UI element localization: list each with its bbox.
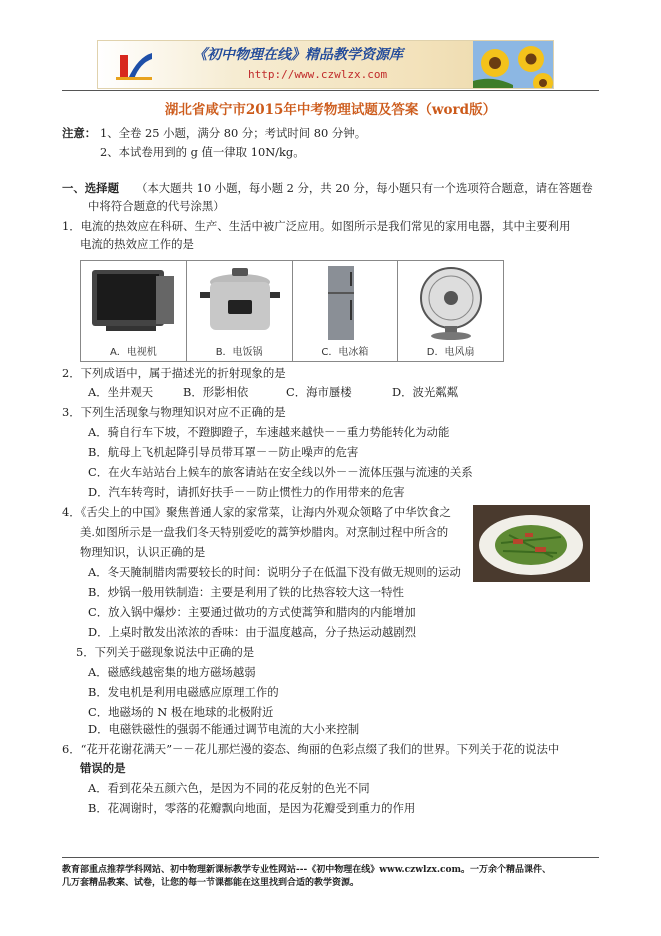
banner-url[interactable]: http://www.czwlzx.com <box>248 68 388 81</box>
appliance-tv <box>81 261 187 361</box>
q2-stem: 2．下列成语中，属于描述光的折射现象的是 <box>62 366 286 380</box>
q3-option-c: C．在火车站站台上候车的旅客请站在安全线以外－－流体压强与流速的关系 <box>88 465 473 479</box>
note-2: 2、本试卷用到的 g 值一律取 10N/kg。 <box>100 145 305 159</box>
q5-option-b: B．发电机是利用电磁感应原理工作的 <box>88 685 279 699</box>
section-heading: 一、选择题 <box>62 181 119 195</box>
appliance-rice-cooker <box>187 261 293 361</box>
q1-stem-2: 电流的热效应工作的是 <box>80 237 194 251</box>
caption-a: A．电视机 <box>109 347 157 358</box>
q4-stem-3: 物理知识，认识正确的是 <box>80 545 206 559</box>
q5-option-a: A．磁感线越密集的地方磁场越弱 <box>88 665 256 679</box>
q2-option-a: A．坐井观天 <box>88 385 154 399</box>
site-logo-icon <box>114 47 154 81</box>
q4-option-a: A．冬天腌制腊肉需要较长的时间：说明分子在低温下没有做无规则的运动 <box>88 565 461 579</box>
q3-option-a: A．骑自行车下坡，不蹬脚蹬子，车速越来越快－－重力势能转化为动能 <box>88 425 450 439</box>
section-desc-2: 中将符合题意的代号涂黑） <box>88 199 225 213</box>
q4-option-d: D．上桌时散发出浓浓的香味：由于温度越高，分子热运动越剧烈 <box>88 625 417 639</box>
header-rule <box>62 90 599 91</box>
q3-option-d: D．汽车转弯时，请抓好扶手－－防止惯性力的作用带来的危害 <box>88 485 405 499</box>
caption-c: C．电冰箱 <box>321 347 369 358</box>
q5-option-c: C．地磁场的 N 极在地球的北极附近 <box>88 705 274 719</box>
document-title: 湖北省咸宁市2015年中考物理试题及答案（word版） <box>164 102 497 118</box>
caption-d: D．电风扇 <box>426 347 475 358</box>
q1-stem-1: 1．电流的热效应在科研、生产、生活中被广泛应用。如图所示是我们常见的家用电器，其中主要利用 <box>62 219 571 233</box>
q4-option-c: C．放入锅中爆炒：主要通过做功的方式使蒿笋和腊肉的内能增加 <box>88 605 416 619</box>
appliance-fan <box>398 261 503 361</box>
caption-b: B．电饭锅 <box>215 347 263 358</box>
site-banner <box>97 40 554 89</box>
fan-icon <box>403 264 498 342</box>
q6-option-b: B．花凋谢时，零落的花瓣飘向地面，是因为花瓣受到重力的作用 <box>88 801 416 815</box>
notes-label: 注意： <box>62 126 97 140</box>
q2-option-b: B．形影相依 <box>183 385 249 399</box>
banner-title: 《初中物理在线》精品教学资源库 <box>193 47 403 63</box>
footer-line-1: 教育部重点推荐学科网站、初中物理新课标教学专业性网站---《初中物理在线》www.czwlzx.com。一万余个精品课件、 <box>62 865 552 875</box>
q6-stem-1: 6．“花开花谢花满天”－－花儿那烂漫的姿态、绚丽的色彩点缀了我们的世界。下列关于花的说法中 <box>62 742 560 756</box>
tv-icon <box>86 264 181 342</box>
section-desc-1: （本大题共 10 小题，每小题 2 分，共 20 分，每小题只有一个选项符合题意，请在答题卷 <box>136 181 593 195</box>
q6-option-a: A．看到花朵五颜六色，是因为不同的花反射的色光不同 <box>88 781 370 795</box>
q6-stem-2: 错误的是 <box>80 761 126 775</box>
q4-stem-1: 4．《舌尖上的中国》聚焦普通人家的家常菜，让海内外观众领略了中华饮食之 <box>62 505 451 519</box>
fridge-icon <box>298 264 393 342</box>
q5-option-d: D．电磁铁磁性的强弱不能通过调节电流的大小来控制 <box>88 722 360 736</box>
q4-stem-2: 美.如图所示是一盘我们冬天特别爱吃的蒿笋炒腊肉。对烹制过程中所含的 <box>80 525 449 539</box>
q3-option-b: B．航母上飞机起降引导员带耳罩－－防止噪声的危害 <box>88 445 359 459</box>
q3-stem: 3．下列生活现象与物理知识对应不正确的是 <box>62 405 286 419</box>
footer-line-2: 几万套精品教案、试卷，让您的每一节课都能在这里找到合适的教学资源。 <box>62 878 360 888</box>
note-1: 1、全卷 25 小题，满分 80 分；考试时间 80 分钟。 <box>100 126 367 140</box>
q5-stem: 5．下列关于磁现象说法中正确的是 <box>76 645 255 659</box>
q1-appliance-images <box>80 260 504 362</box>
q2-option-c: C．海市蜃楼 <box>286 385 352 399</box>
q2-option-d: D．波光粼粼 <box>392 385 459 399</box>
footer-rule <box>62 857 599 858</box>
appliance-fridge <box>293 261 399 361</box>
footer <box>62 864 607 890</box>
sunflower-image <box>473 41 553 88</box>
dish-photo <box>473 505 590 582</box>
rice-cooker-icon <box>192 264 287 342</box>
q4-option-b: B．炒锅一般用铁制造：主要是利用了铁的比热容较大这一特性 <box>88 585 404 599</box>
